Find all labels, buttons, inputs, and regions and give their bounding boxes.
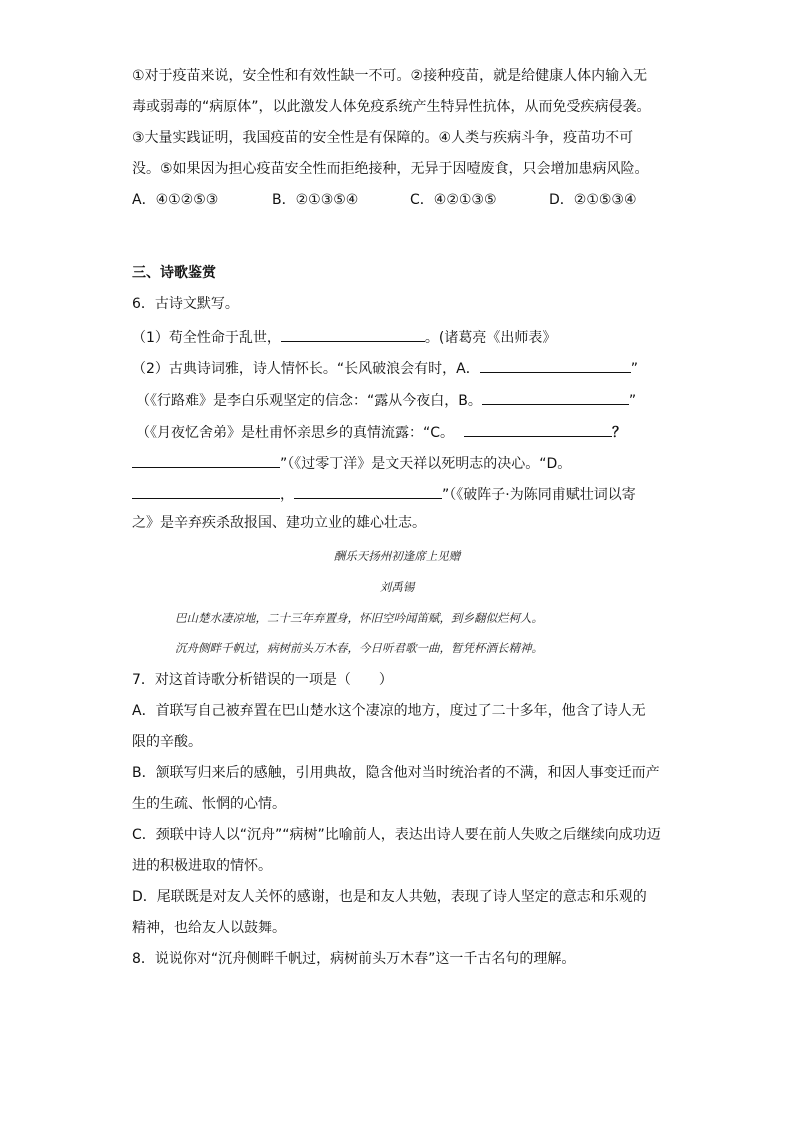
q6-blank-b[interactable] bbox=[482, 388, 629, 405]
poem-author: 刘禹锡 bbox=[379, 580, 415, 594]
q6-item2-text: ， bbox=[280, 487, 294, 503]
q6-blank-c2[interactable] bbox=[132, 451, 280, 468]
q6-item2-text: ” bbox=[628, 393, 637, 409]
q6-item2-line: 之》是辛弃疾杀敌报国、建功立业的雄心壮志。 bbox=[132, 515, 426, 531]
q8-title: 8．说说你对“沉舟侧畔千帆过，病树前头万木春”这一千古名句的理解。 bbox=[132, 951, 576, 967]
q7-option-a-cont: 限的辛酸。 bbox=[132, 734, 202, 750]
q6-item1 bbox=[132, 325, 556, 348]
q6-item2-text: （《月夜忆舍弟》是杜甫怀亲思乡的真情流露：“C。 bbox=[136, 425, 455, 441]
q6-item1-source: 。(诸葛亮《出师表》 bbox=[424, 330, 557, 346]
q6-blank-d1[interactable] bbox=[132, 482, 280, 499]
q5-sentence-line: ③大量实践证明，我国疫苗的安全性是有保障的。④人类与疾病斗争，疫苗功不可 bbox=[132, 130, 634, 146]
q6-blank-d2[interactable] bbox=[294, 482, 442, 499]
q5-sentence-line: 没。⑤如果因为担心疫苗安全性而拒绝接种，无异于因噎废食，只会增加患病风险。 bbox=[132, 161, 649, 177]
q7-option-d[interactable]: D．尾联既是对友人关怀的感谢，也是和友人共勉，表现了诗人坚定的意志和乐观的 bbox=[132, 889, 647, 905]
q5-sentence-line: 毒或弱毒的“病原体”，以此激发人体免疫系统产生特异性抗体，从而免受疾病侵袭。 bbox=[132, 99, 651, 115]
q7-option-a[interactable]: A．首联写自己被弃置在巴山楚水这个凄凉的地方，度过了二十多年，他含了诗人无 bbox=[132, 703, 646, 719]
section-heading: 三、诗歌鉴赏 bbox=[132, 265, 216, 281]
poem-title: 酬乐天扬州初逢席上见赠 bbox=[333, 549, 461, 563]
q7-option-b-cont: 生的生疏、怅惘的心情。 bbox=[132, 796, 286, 812]
poem-line: 巴山楚水凄凉地，二十三年弃置身，怀旧空吟闻笛赋，到乡翻似烂柯人。 bbox=[175, 611, 543, 625]
q7-option-b[interactable]: B．颔联写归来后的感触，引用典故，隐含他对当时统治者的不满，和因人事变迁而产 bbox=[132, 765, 660, 781]
q6-item2-text: ”（《过零丁洋》是文天祥以死明志的决心。“D。 bbox=[280, 456, 572, 472]
q5-option-b[interactable]: B．②①③⑤④ bbox=[272, 192, 359, 208]
q6-item2-text: （《行路难》是李白乐观坚定的信念：“露从今夜白，B。 bbox=[136, 393, 482, 409]
q7-option-d-cont: 精神，也给友人以鼓舞。 bbox=[132, 920, 286, 936]
q5-option-d[interactable]: D．②①⑤③④ bbox=[549, 192, 637, 208]
q6-item2-text: ”（《破阵子·为陈同甫赋壮词以寄 bbox=[442, 487, 636, 503]
q6-blank-c1[interactable] bbox=[464, 420, 612, 437]
q6-item2-line bbox=[136, 420, 626, 443]
q5-option-c[interactable]: C．④②①③⑤ bbox=[410, 192, 497, 208]
q5-option-a[interactable]: A．④①②⑤③ bbox=[132, 192, 219, 208]
q6-item2-line bbox=[132, 356, 638, 379]
q6-item2-text: （2）古典诗词雅，诗人情怀长。“长风破浪会有时，A． bbox=[132, 361, 480, 377]
poem-line: 沉舟侧畔千帆过，病树前头万木春，今日听君歌一曲，暂凭杯酒长精神。 bbox=[175, 641, 543, 655]
q6-item2-line bbox=[132, 482, 636, 505]
q5-options bbox=[132, 190, 637, 210]
q6-item2-text: ” bbox=[630, 361, 639, 377]
q5-sentence-line: ①对于疫苗来说，安全性和有效性缺一不可。②接种疫苗，就是给健康人体内输入无 bbox=[132, 68, 648, 84]
q6-title: 6．古诗文默写。 bbox=[132, 296, 239, 312]
q7-option-c-cont: 进的积极进取的情怀。 bbox=[132, 858, 272, 874]
q6-item2-line bbox=[136, 388, 636, 411]
q6-blank-1[interactable] bbox=[281, 325, 425, 342]
q7-option-c[interactable]: C．颈联中诗人以“沉舟”“病树”比喻前人，表达出诗人要在前人失败之后继续向成功迈 bbox=[132, 827, 661, 843]
q6-item2-text: ？ bbox=[612, 425, 627, 441]
q7-title: 7．对这首诗歌分析错误的一项是（ ） bbox=[132, 672, 393, 688]
q6-item2-line bbox=[132, 451, 571, 474]
q6-blank-a[interactable] bbox=[480, 356, 631, 373]
q6-item1-text: （1）苟全性命于乱世， bbox=[132, 330, 281, 346]
